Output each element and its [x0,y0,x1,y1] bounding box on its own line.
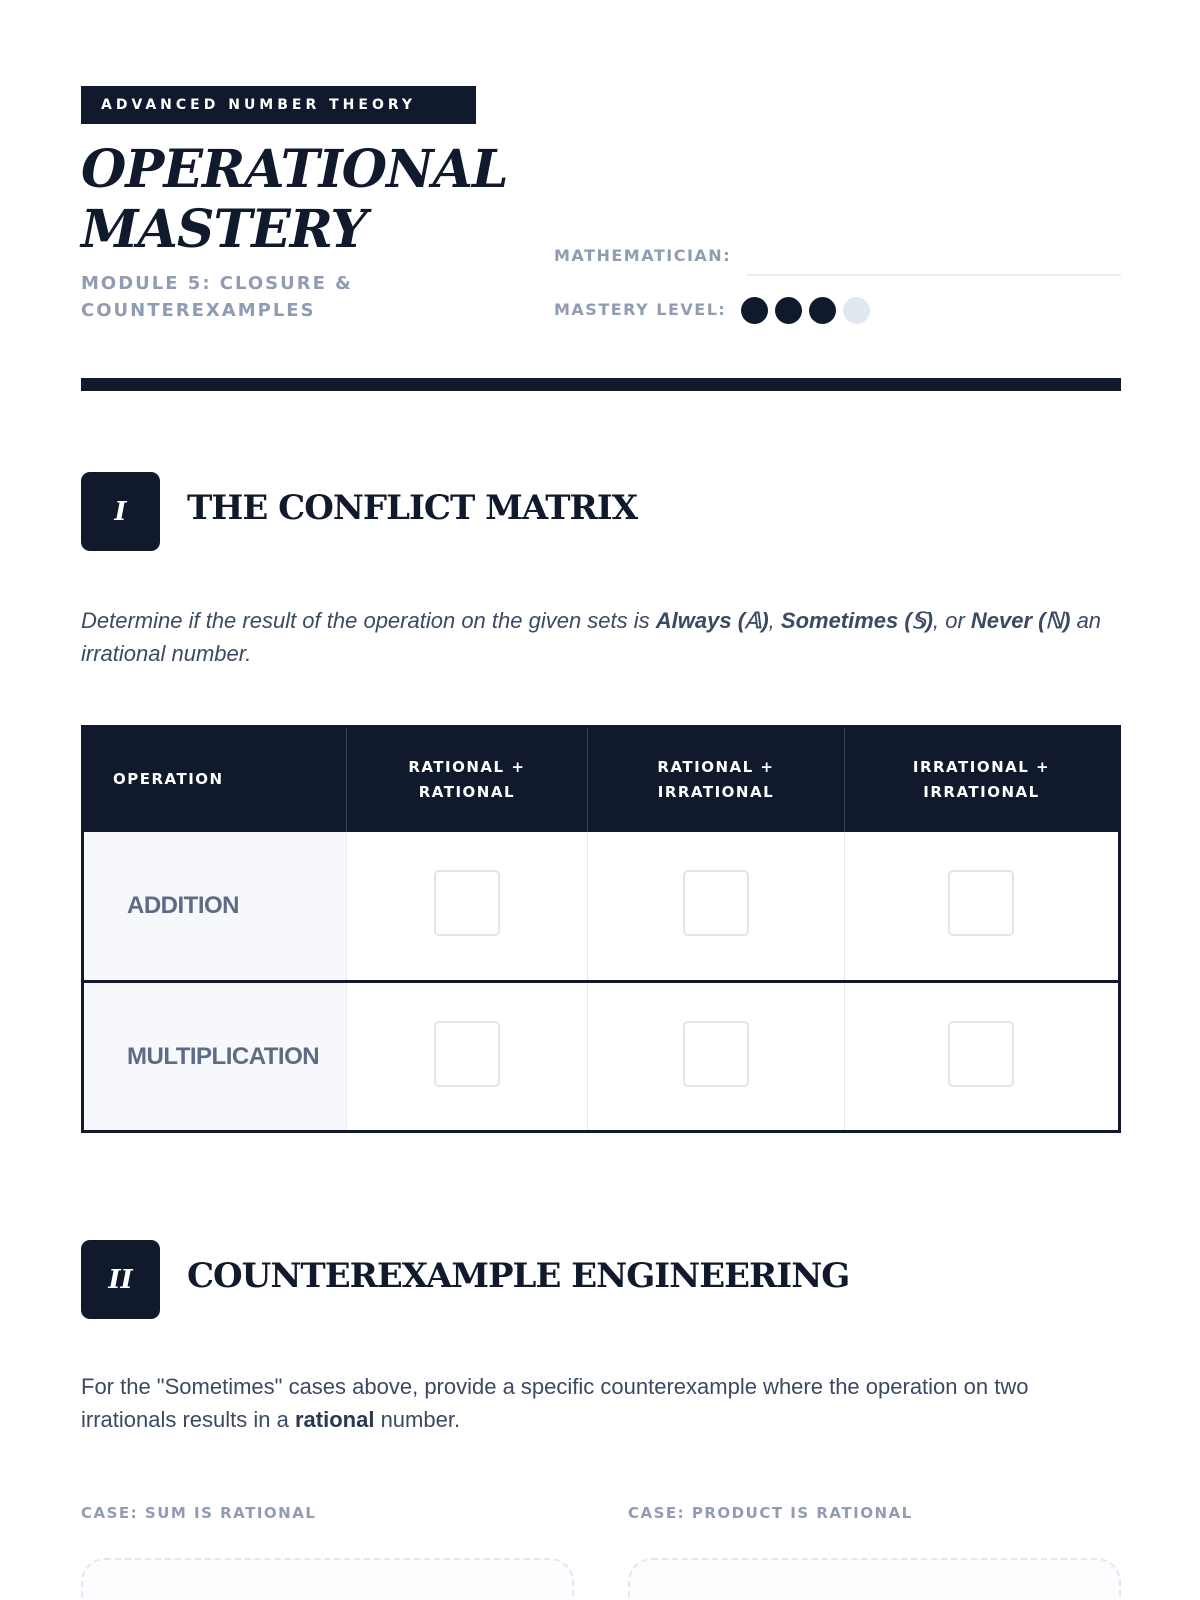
column-header-rational-rational [346,727,587,832]
instruction-sometimes: Sometimes (𝕊) [780,608,933,633]
course-kicker: ADVANCED NUMBER THEORY [81,86,476,124]
case-sum-label: CASE: SUM IS RATIONAL [81,1504,317,1522]
section-number-badge: I [81,472,160,551]
instruction-never: Never (ℕ) [970,608,1071,633]
mathematician-label: MATHEMATICIAN: [554,246,732,265]
column-header-irrational-irrational [844,727,1119,832]
matrix-instructions [81,604,1121,670]
instruction-text: Determine if the result of the operation on the given sets is [81,608,656,633]
column-header-label: IRRATIONAL + IRRATIONAL [912,757,1051,801]
table-cell [587,982,844,1132]
case-sum-answer-area[interactable] [81,1558,574,1600]
row-label-multiplication: MULTIPLICATION [83,982,347,1132]
answer-box[interactable] [948,870,1014,936]
table-cell [346,982,587,1132]
table-row [83,982,1120,1132]
mastery-dot [775,297,802,324]
column-header-label: RATIONAL + RATIONAL [408,757,526,801]
instruction-always: Always (𝔸) [655,608,769,633]
answer-box[interactable] [434,870,500,936]
column-header-label: RATIONAL + IRRATIONAL [657,757,775,801]
section-title-conflict-matrix: THE CONFLICT MATRIX [187,488,638,528]
row-label-addition: ADDITION [83,832,347,982]
case-product-answer-area[interactable] [628,1558,1121,1600]
page-title-line2: MASTERY [81,199,367,260]
section-title-counterexample-engineering: COUNTEREXAMPLE ENGINEERING [187,1256,850,1296]
column-header-rational-irrational [587,727,844,832]
counterexample-instructions [81,1370,1121,1436]
section-number-badge: II [81,1240,160,1319]
instruction-text: an irrational number. [81,608,1102,666]
module-subtitle: MODULE 5: CLOSURE & COUNTEREXAMPLES [81,273,353,321]
mastery-dot [809,297,836,324]
mastery-dot [843,297,870,324]
page-title-line1: OPERATIONAL [81,139,508,200]
table-header-row [83,727,1120,832]
instruction-separator: , [768,608,781,633]
column-header-operation: OPERATION [83,727,347,832]
answer-box[interactable] [948,1021,1014,1087]
instruction-separator: , or [933,608,971,633]
mastery-level-indicator [741,297,870,324]
mathematician-name-field[interactable] [747,274,1121,276]
case-product-label: CASE: PRODUCT IS RATIONAL [628,1504,913,1522]
instruction-text: number. [374,1407,461,1432]
mastery-level-label: MASTERY LEVEL: [554,300,727,319]
table-cell [587,832,844,982]
table-cell [844,982,1119,1132]
conflict-matrix-table [81,725,1121,1133]
instruction-text: For the "Sometimes" cases above, provide a specific counterexample where the operation on two irrationals results in a [81,1374,1029,1432]
table-cell [844,832,1119,982]
header-divider [81,378,1121,391]
table-row [83,832,1120,982]
mastery-dot [741,297,768,324]
answer-box[interactable] [683,870,749,936]
instruction-emphasis: rational [294,1407,375,1432]
answer-box[interactable] [683,1021,749,1087]
table-cell [346,832,587,982]
page-title [81,140,508,260]
worksheet-page [81,0,1121,1600]
answer-box[interactable] [434,1021,500,1087]
